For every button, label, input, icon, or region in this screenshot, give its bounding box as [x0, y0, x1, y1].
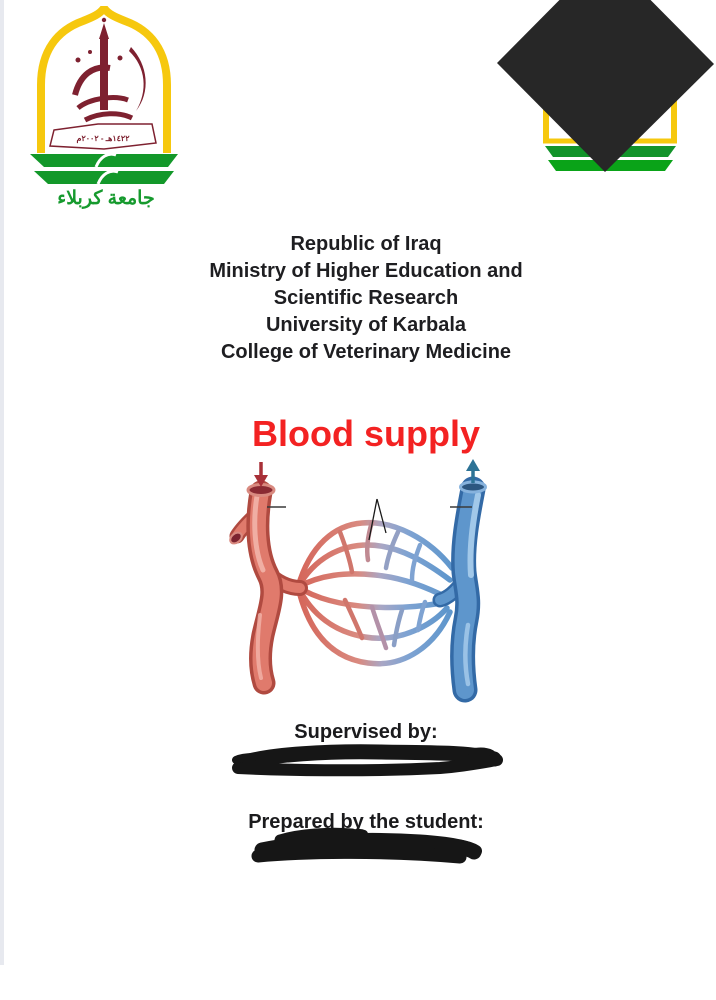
capillary-label-line-left: [369, 499, 377, 540]
capillary-label-line-right: [377, 499, 386, 533]
header-line-ministry-1: Ministry of Higher Education and: [209, 260, 523, 282]
vein-up-arrow-icon: [466, 459, 480, 471]
blood-vessels-figure: [215, 450, 505, 705]
header-line-college: College of Veterinary Medicine: [220, 341, 512, 363]
header-line-university: University of Karbala: [265, 314, 467, 336]
header-line-ministry-2: Scientific Research: [273, 287, 459, 309]
logo-arabic-name-text: جامعة كربلاء: [57, 188, 155, 209]
capillary-bed: [298, 523, 452, 664]
vein-opening-lumen: [461, 482, 486, 492]
vein: [440, 482, 486, 690]
prepared-by-label: Prepared by the student:: [248, 811, 484, 833]
university-of-karbala-logo: [18, 6, 188, 211]
university-logo-redacted: [495, 0, 716, 178]
page-title: Blood supply: [252, 413, 480, 454]
artery: [228, 485, 300, 684]
institution-header: [0, 231, 716, 366]
logo-date-text: ١٤٢٢هـ - ٢٠٠٢م: [76, 134, 130, 143]
logo-calligraphy-emblem: [75, 18, 146, 120]
logo-green-bands: [30, 154, 178, 184]
supervised-by-label: Supervised by:: [294, 721, 438, 743]
blood-flow-arrows: [254, 459, 480, 487]
redaction-diamond: [497, 0, 714, 172]
header-line-country: Republic of Iraq: [290, 233, 442, 255]
student-name-redaction-scribble: [245, 826, 490, 873]
supervisor-name-redaction-scribble: [225, 742, 510, 782]
logo-date-banner: [50, 124, 156, 149]
